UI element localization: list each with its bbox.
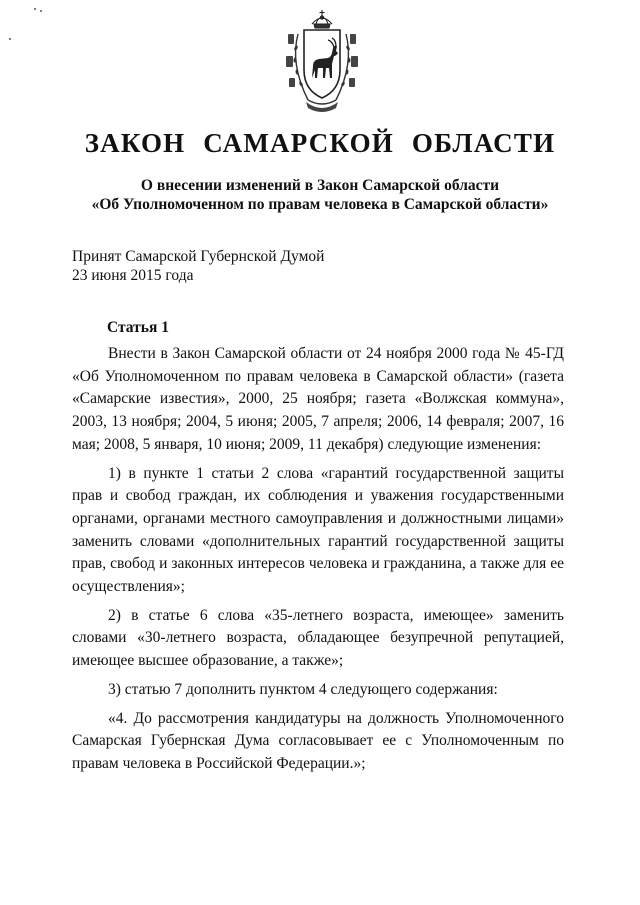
subtitle-line: О внесении изменений в Закон Самарской области	[140, 177, 500, 194]
scan-speck	[34, 8, 36, 10]
article-heading: Статья 1	[107, 319, 169, 336]
law-title: ЗАКОН САМАРСКОЙ ОБЛАСТИ	[84, 128, 556, 158]
article-body	[72, 343, 564, 776]
article-paragraph: 2) в статье 6 слова «35-летнего возраста, имеющее» заменить словами «30-летнего возраста, обладающее безупречной репутацией, имеющее высшее образование, а также»;	[72, 606, 564, 670]
article-paragraph: Внести в Закон Самарской области от 24 ноября 2000 года № 45-ГД «Об Уполномоченном по правам человека в Самарской области» (газета «Самарские известия», 2000, 25 ноября; газета «Волжская коммуна», 2003, 13 ноября; 2004, 5 июня; 2005, 7 апреля; 2006, 14 февраля; 2007, 16 мая; 2008, 5 января, 10 июня; 2009, 11 декабря) следующие изменения:	[72, 345, 564, 453]
samara-region-coat-of-arms-icon	[282, 4, 362, 116]
subtitle-line: «Об Уполномоченном по правам человека в Самарской области»	[91, 196, 549, 213]
law-subtitle	[0, 176, 640, 214]
scan-speck	[9, 38, 11, 40]
adoption-note	[72, 247, 324, 285]
article-paragraph: 3) статью 7 дополнить пунктом 4 следующего содержания:	[108, 680, 498, 698]
article-paragraph: «4. До рассмотрения кандидатуры на должность Уполномоченного Самарская Губернская Дума согласовывает ее с Уполномоченным по правам человека в Российской Федерации.»;	[72, 709, 564, 772]
adoption-body: Принят Самарской Губернской Думой	[72, 248, 325, 265]
article-paragraph: 1) в пункте 1 статьи 2 слова «гарантий государственной защиты прав и свобод граждан, их соблюдения и уважения государственными органами, органами местного самоуправления и должностными лицами» заменить словами «дополнительных гарантий государственной защиты прав, свобод и законных интересов человека и гражданина, а также для ее осуществления»;	[72, 464, 564, 596]
scan-speck	[40, 10, 42, 12]
adoption-date: 23 июня 2015 года	[72, 267, 194, 284]
